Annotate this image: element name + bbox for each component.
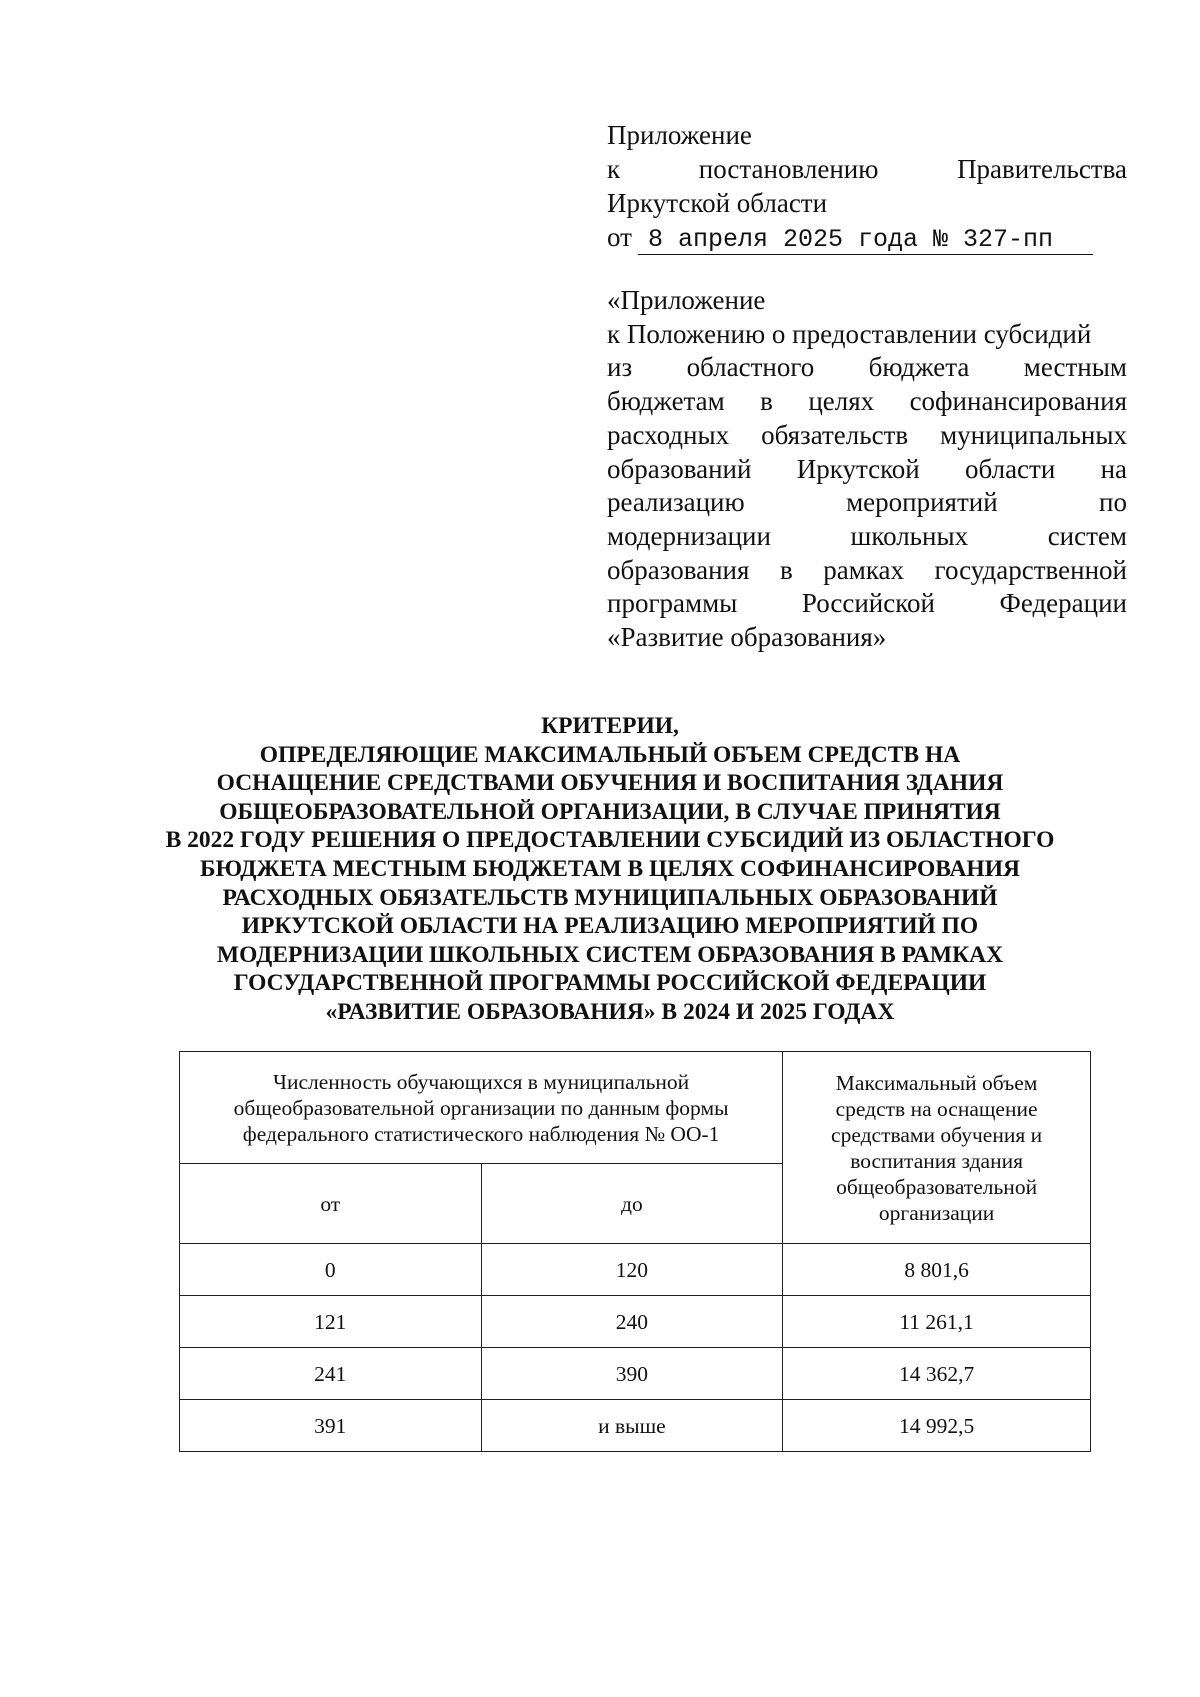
appendix-label: «Приложение	[607, 285, 766, 315]
table-header-row	[180, 1052, 1091, 1164]
word: образований	[607, 453, 752, 484]
appendix-label: Приложение	[607, 120, 752, 150]
cell-to: и выше	[481, 1400, 783, 1452]
cell-amount: 14 992,5	[783, 1400, 1091, 1452]
word: по	[1099, 487, 1127, 518]
word: Иркутской	[796, 453, 920, 484]
regulation-appendix	[607, 284, 1127, 655]
word: школьных	[850, 520, 969, 551]
cell-from: 0	[180, 1244, 482, 1296]
regulation-line	[607, 587, 1127, 621]
word: на	[1100, 453, 1127, 484]
header-line: общеобразовательной	[836, 1174, 1038, 1199]
word: расходных	[607, 419, 730, 450]
regulation-line	[607, 453, 1127, 487]
cell-from: 241	[180, 1348, 482, 1400]
word: бюджета	[868, 352, 970, 383]
cell-from: 121	[180, 1296, 482, 1348]
title-line: БЮДЖЕТА МЕСТНЫМ БЮДЖЕТАМ В ЦЕЛЯХ СОФИНАНСИРОВАНИЯ	[200, 855, 1020, 882]
header-line: организации	[878, 1200, 995, 1225]
word: мероприятий	[846, 487, 998, 518]
regulation-line	[607, 351, 1127, 385]
table-row	[180, 1400, 1091, 1452]
title-line: В 2022 ГОДУ РЕШЕНИЯ О ПРЕДОСТАВЛЕНИИ СУБСИДИЙ ИЗ ОБЛАСТНОГО	[165, 827, 1055, 854]
header-line: средств на оснащение	[835, 1096, 1038, 1121]
word: местным	[1023, 352, 1127, 383]
title-line: РАСХОДНЫХ ОБЯЗАТЕЛЬСТВ МУНИЦИПАЛЬНЫХ ОБРАЗОВАНИЙ	[222, 884, 998, 911]
word: Российской	[801, 588, 935, 619]
header-max-amount	[783, 1052, 1091, 1244]
cell-to: 390	[481, 1348, 783, 1400]
word: из	[607, 352, 633, 383]
title-line: ОСНАЩЕНИЕ СРЕДСТВАМИ ОБУЧЕНИЯ И ВОСПИТАНИЯ ЗДАНИЯ	[216, 770, 1004, 797]
word: обязательств	[761, 419, 909, 450]
header-line: средствами обучения и	[831, 1122, 1043, 1147]
regulation-line	[607, 385, 1127, 419]
table-row	[180, 1244, 1091, 1296]
word: программы	[607, 588, 738, 619]
word: бюджетам	[607, 386, 725, 417]
regulation-line	[607, 486, 1127, 520]
resolution-line	[607, 152, 1127, 186]
word: в	[779, 554, 793, 585]
cell-to: 120	[481, 1244, 783, 1296]
header-students-count	[180, 1052, 783, 1164]
word: к	[607, 154, 621, 184]
cell-amount: 14 362,7	[783, 1348, 1091, 1400]
header-to: до	[481, 1164, 783, 1244]
regulation-line	[607, 419, 1127, 453]
title-line: МОДЕРНИЗАЦИИ ШКОЛЬНЫХ СИСТЕМ ОБРАЗОВАНИЯ В РАМКАХ	[216, 941, 1004, 968]
word: в	[760, 386, 773, 417]
header-line: федерального статистического наблюдения № ОО-1	[242, 1121, 720, 1146]
header-line: общеобразовательной организации по данным формы	[233, 1095, 729, 1120]
title-line: ОБЩЕОБРАЗОВАТЕЛЬНОЙ ОРГАНИЗАЦИИ, В СЛУЧАЕ ПРИНЯТИЯ	[219, 798, 1001, 825]
date-line	[607, 220, 1127, 255]
word: государственной	[934, 554, 1127, 585]
date-value: 8 апреля 2025 года № 327-пп	[638, 226, 1093, 255]
cell-from: 391	[180, 1400, 482, 1452]
title-line: ГОСУДАРСТВЕННОЙ ПРОГРАММЫ РОССИЙСКОЙ ФЕДЕРАЦИИ	[233, 970, 987, 997]
header-line: Максимальный объем	[835, 1070, 1038, 1095]
title-line: «РАЗВИТИЕ ОБРАЗОВАНИЯ» В 2024 И 2025 ГОДАХ	[325, 998, 895, 1025]
cell-amount: 8 801,6	[783, 1244, 1091, 1296]
appendix-header	[607, 118, 1127, 255]
word: софинансирования	[909, 386, 1127, 417]
word: областного	[686, 352, 815, 383]
word: постановлению	[698, 154, 879, 184]
regulation-line	[607, 520, 1127, 554]
word: целях	[808, 386, 875, 417]
title-line: ОПРЕДЕЛЯЮЩИЕ МАКСИМАЛЬНЫЙ ОБЪЕМ СРЕДСТВ НА	[259, 741, 961, 768]
cell-amount: 11 261,1	[783, 1296, 1091, 1348]
word: муниципальных	[940, 419, 1127, 450]
header-line: Численность обучающихся в муниципальной	[273, 1069, 690, 1094]
table-row	[180, 1296, 1091, 1348]
date-prefix: от	[607, 222, 632, 252]
document-title	[150, 712, 1070, 1027]
regulation-line: «Развитие образования»	[607, 622, 887, 653]
title-line: ИРКУТСКОЙ ОБЛАСТИ НА РЕАЛИЗАЦИЮ МЕРОПРИЯТИЙ ПО	[241, 913, 979, 940]
region-line: Иркутской области	[607, 188, 828, 218]
header-from: от	[180, 1164, 482, 1244]
word: Правительства	[957, 154, 1127, 184]
word: модернизации	[607, 520, 771, 551]
word: Федерации	[999, 588, 1127, 619]
regulation-line: к Положению о предоставлении субсидий	[607, 318, 1092, 349]
table-row	[180, 1348, 1091, 1400]
cell-to: 240	[481, 1296, 783, 1348]
word: систем	[1047, 520, 1127, 551]
criteria-table	[179, 1051, 1091, 1452]
word: образования	[607, 554, 750, 585]
word: области	[965, 453, 1056, 484]
word: реализацию	[607, 487, 745, 518]
title-line: КРИТЕРИИ,	[541, 713, 679, 739]
regulation-line	[607, 554, 1127, 588]
header-line: воспитания здания	[850, 1148, 1023, 1173]
word: рамках	[823, 554, 905, 585]
